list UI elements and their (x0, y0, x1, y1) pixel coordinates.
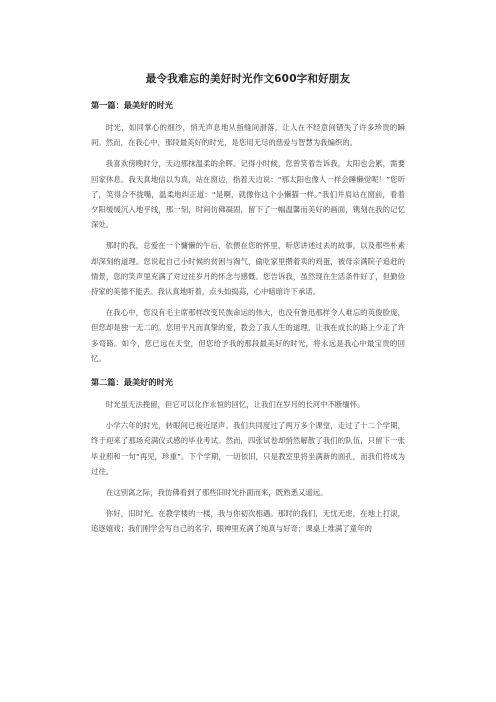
paragraph: 我喜欢傍晚时分，天边那抹温柔的余晖。记得小时候，您曾笑着告诉我，太阳也会累，需要回家休息。我天真地信以为真，站在窗边，指着天边说：“那太阳也像人一样会睡懒觉呢！”您听了，笑得合不拢嘴，温柔地纠正道：“是啊，就像你这个小懒猫一样。”我们并肩站在窗前，看着夕阳缓缓沉入地平线，那一刻，时间仿佛凝固，留下了一幅温馨而美好的画面，镌刻在我的记忆深处。 (91, 159, 405, 230)
section-heading: 第二篇：最美好的时光 (91, 377, 173, 388)
section-2 (91, 376, 405, 537)
document-body (91, 99, 405, 543)
paragraph: 在这别离之际，我仿佛看到了那些旧时光扑面而来，既熟悉又遥远。 (105, 488, 328, 498)
paragraph: 在我心中，您没有毛主席那样改变民族命运的伟大，也没有鲁迅那样令人难忘的英俊脸庞，但您却是独一无二的。您用平凡而真挚的爱，教会了我人生的道理，让我在成长的路上少走了许多弯路。如今，您已远在天堂，但您给予我的那段最美好的时光，将永远是我心中最宝贵的回忆。 (91, 308, 405, 363)
paragraph: 时光虽无法挽留，但它可以化作永恒的回忆，让我们在岁月的长河中不断缅怀。 (105, 400, 365, 410)
paragraph: 小学六年的时光，转眼间已接近尾声。我们共同度过了两万多个课堂，走过了十二个学期，终于迎来了那场充满仪式感的毕业考试。然而，四张试卷却悄然解散了我们的队伍，只留下一张毕业照和一句“再见，珍重”。下个学期，一切依旧，只是教室里将坐满新的面孔，而我们将成为过往。 (91, 421, 405, 476)
paragraph: 时光，如同掌心的细沙，悄无声息地从指缝间滑落，让人在不经意间错失了许多珍贵的瞬间。然而，在我心中，那段最美好的时光，是您用无尽的慈爱与智慧为我编织的。 (91, 123, 405, 148)
paragraph: 你好，旧时光。在教学楼的一楼，我与你初次相遇。那时的我们，无忧无虑，在地上打滚，追逐嬉戏；我们刚学会写自己的名字，眼神里充满了纯真与好奇；课桌上堆满了童年的 (91, 509, 405, 534)
document-title: 最令我难忘的美好时光作文600字和好朋友 (145, 73, 351, 85)
paragraph: 那时的我，总爱在一个慵懒的午后，依偎在您的怀里，听您讲述过去的故事，以及那些朴素却深刻的道理。您说起自己小时候的贫困与淘气，偷吃家里攒着卖的鸡蛋，被母亲满院子追赶的情景，您的笑声里充满了对过往岁月的怀念与感慨。您告诉我，虽然现在生活条件好了，但勤俭持家的美德不能丢。我认真地听着，点头如捣蒜，心中暗暗许下承诺。 (91, 241, 405, 297)
section-heading: 第一篇：最美好的时光 (91, 100, 173, 110)
section-1 (91, 99, 405, 366)
